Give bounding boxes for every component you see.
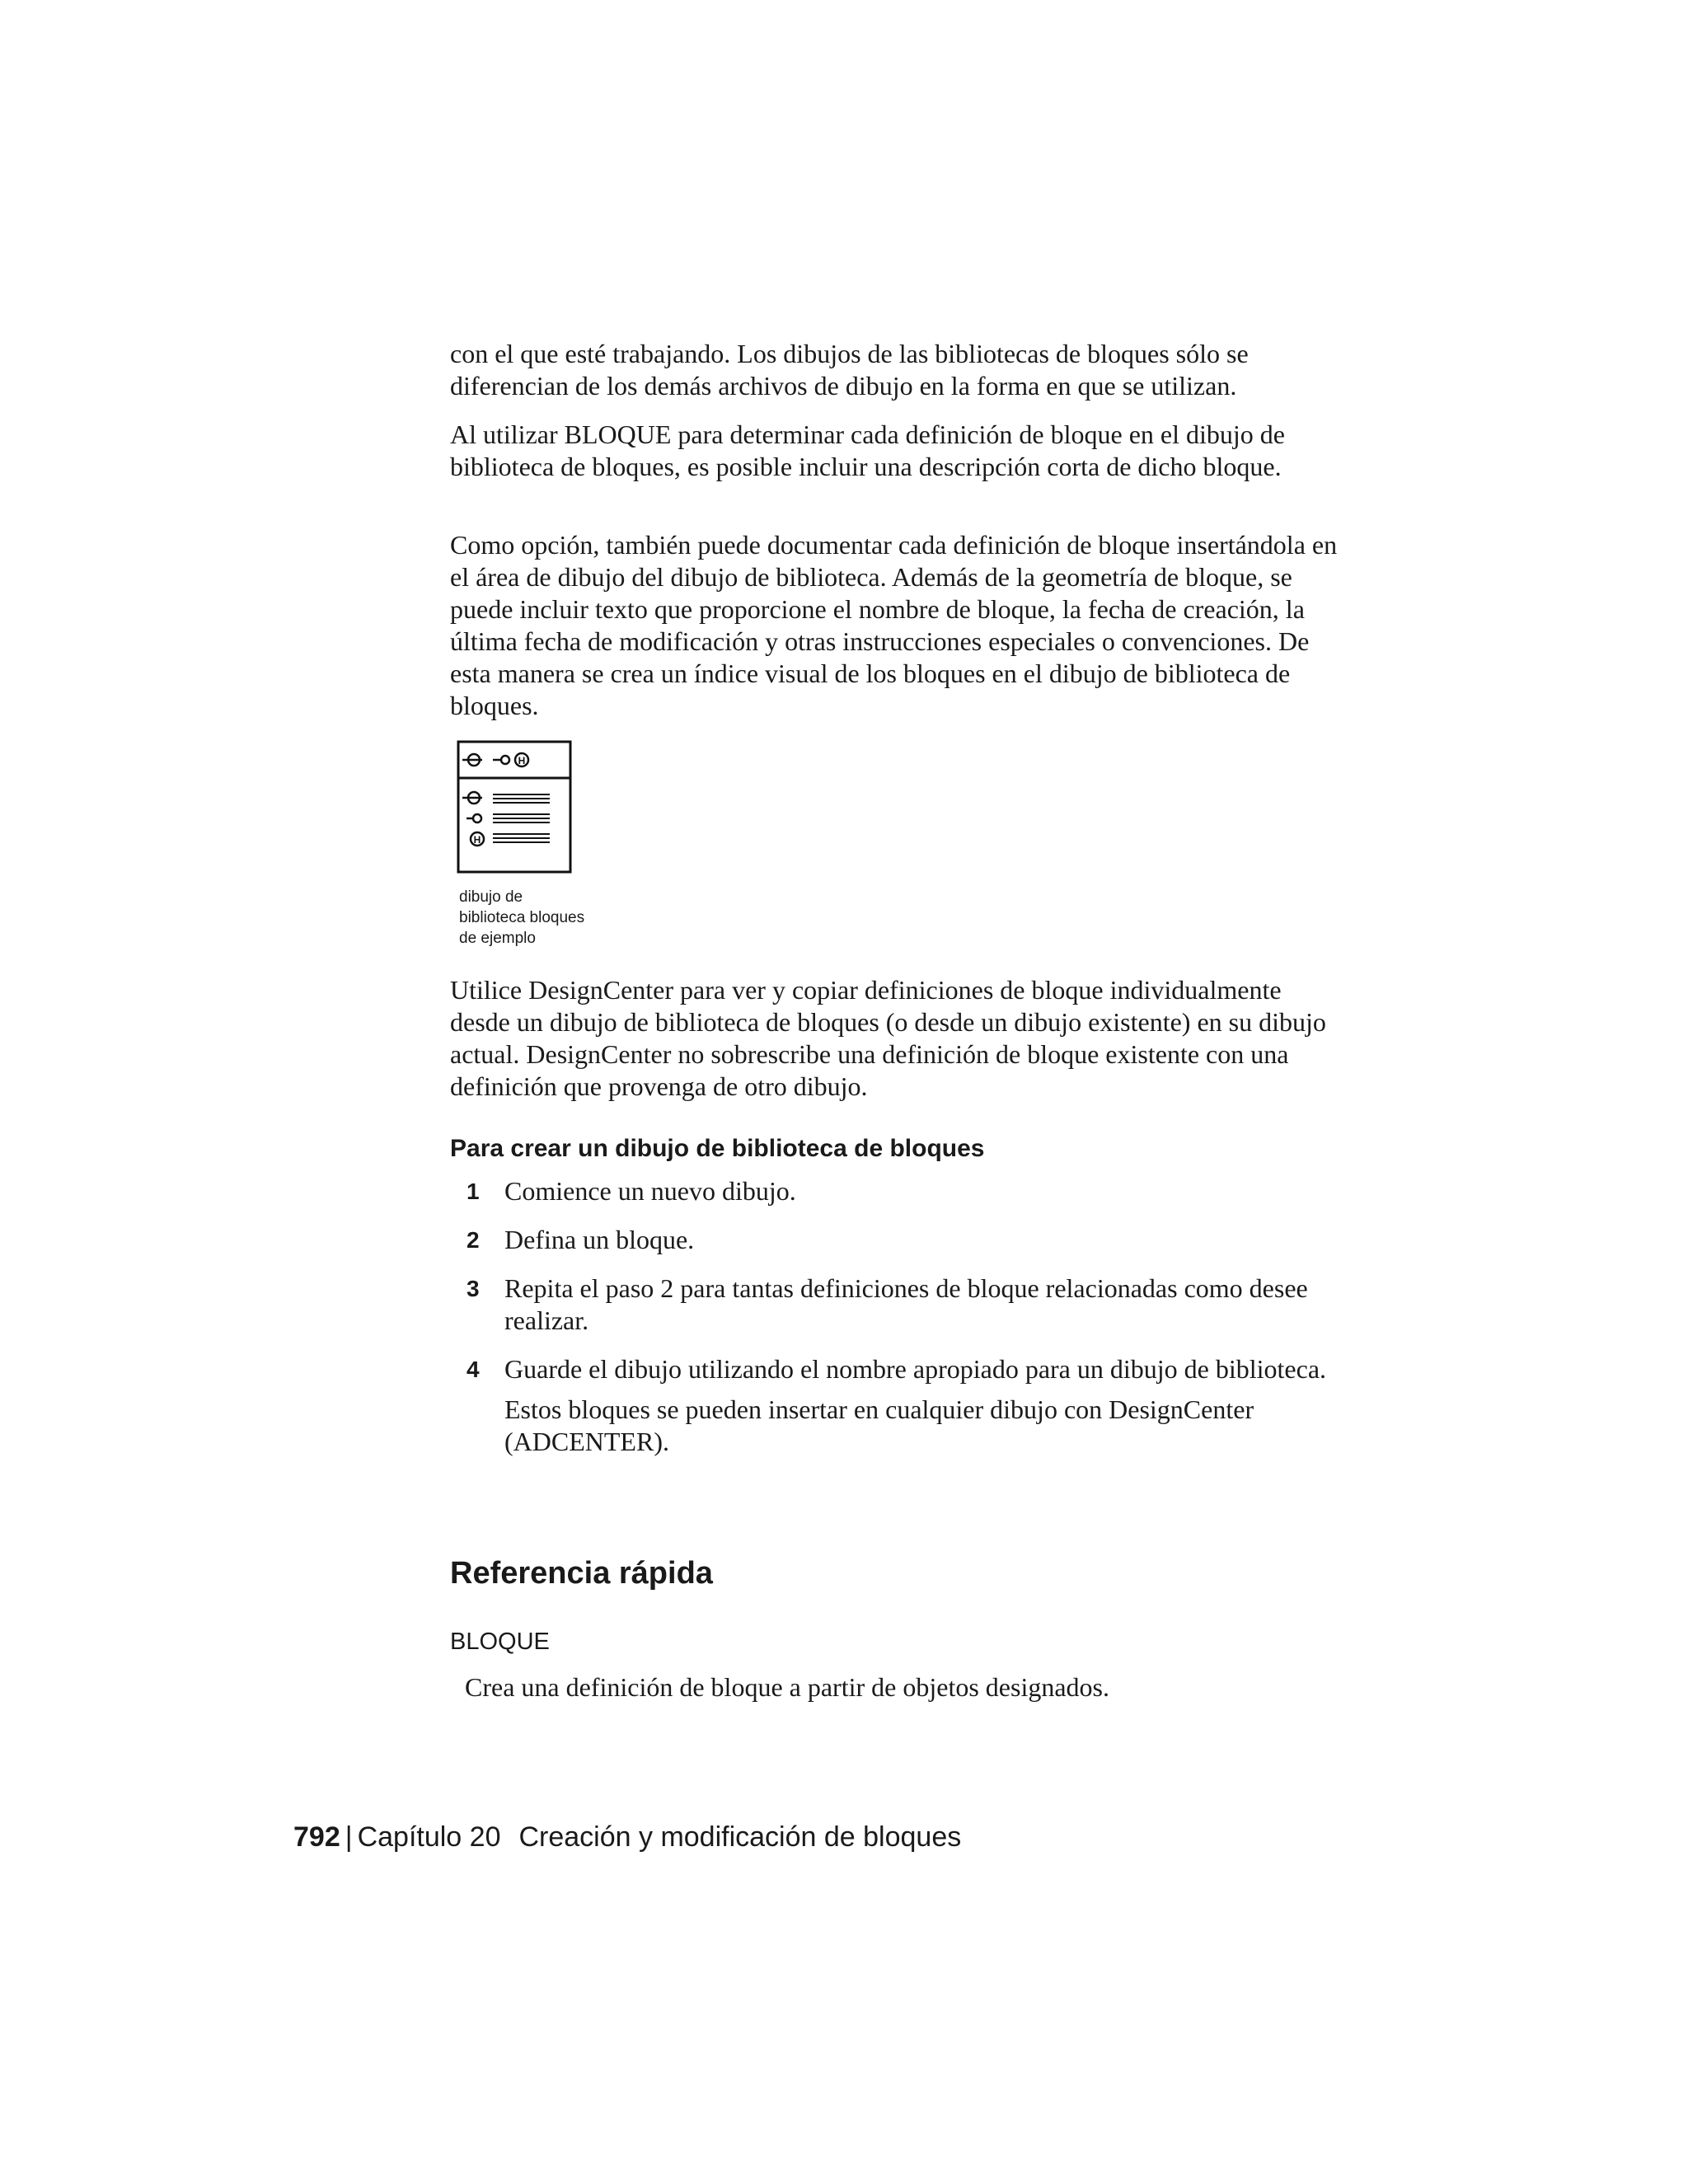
symbol-letter-row: H xyxy=(473,834,481,846)
symbol-index-rows xyxy=(462,792,550,846)
step-number: 3 xyxy=(467,1276,480,1301)
footer-separator: | xyxy=(345,1821,353,1853)
caption-line-2: biblioteca bloques xyxy=(459,909,585,926)
chapter-label: Capítulo 20 xyxy=(357,1821,501,1853)
procedure-step xyxy=(450,1272,1340,1337)
paragraph-4: Utilice DesignCenter para ver y copiar definiciones de bloque individualmente desde un dibujo de biblioteca de bloques (o desde un dibujo existente) en su dibujo actual. DesignCenter no sobrescribe una definición de bloque existente con una definición que provenga de otro dibujo. xyxy=(450,975,1326,1101)
page-footer xyxy=(293,1820,961,1854)
symbol-letter: H xyxy=(518,755,526,766)
paragraph-1: con el que esté trabajando. Los dibujos de las bibliotecas de bloques sólo se diferencian de los demás archivos de dibujo en la forma en que se utilizan. xyxy=(450,339,1249,401)
procedure-steps xyxy=(450,1175,1340,1474)
paragraph-3: Como opción, también puede documentar cada definición de bloque insertándola en el área de dibujo del dibujo de biblioteca. Además de la geometría de bloque, se puede incluir texto que proporcione el nombre de bloque, la fecha de creación, la última fecha de modificación y otras instrucciones especiales o convenciones. De esta manera se crea un índice visual de los bloques en el dibujo de biblioteca de bloques. xyxy=(450,530,1338,720)
procedure-heading: Para crear un dibujo de biblioteca de bloques xyxy=(450,1135,985,1162)
step-text: Repita el paso 2 para tantas definiciones de bloque relacionadas como desee realizar. xyxy=(504,1273,1308,1335)
paragraph-2: Al utilizar BLOQUE para determinar cada definición de bloque en el dibujo de biblioteca de bloques, es posible incluir una descripción corta de dicho bloque. xyxy=(450,419,1285,481)
top-symbols-row xyxy=(462,753,528,766)
page-number: 792 xyxy=(293,1821,340,1853)
procedure-step xyxy=(450,1353,1340,1458)
step-note: Estos bloques se pueden insertar en cualquier dibujo con DesignCenter (ADCENTER). xyxy=(504,1394,1254,1456)
caption-line-3: de ejemplo xyxy=(459,930,536,947)
figure-caption xyxy=(459,887,584,949)
command-link[interactable]: BLOQUE xyxy=(450,1629,550,1655)
step-text: Guarde el dibujo utilizando el nombre apropiado para un dibujo de biblioteca. xyxy=(504,1354,1327,1384)
step-text: Defina un bloque. xyxy=(504,1225,695,1254)
quick-reference-title: Referencia rápida xyxy=(450,1556,713,1591)
block-library-drawing-illustration xyxy=(457,740,588,874)
step-number: 1 xyxy=(467,1179,480,1204)
step-number: 4 xyxy=(467,1357,480,1382)
procedure-step xyxy=(450,1224,1340,1256)
step-number: 2 xyxy=(467,1227,480,1253)
caption-line-1: dibujo de xyxy=(459,888,523,906)
step-text: Comience un nuevo dibujo. xyxy=(504,1176,796,1206)
procedure-step xyxy=(450,1175,1340,1207)
command-description: Crea una definición de bloque a partir de objetos designados. xyxy=(465,1672,1109,1702)
chapter-title: Creación y modificación de bloques xyxy=(518,1821,962,1853)
